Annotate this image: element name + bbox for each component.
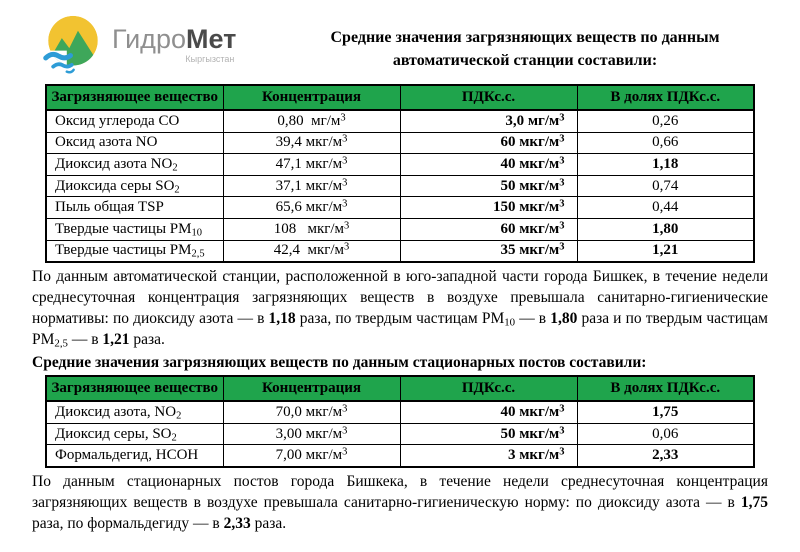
text-segment: По данным стационарных постов города Бишкека, в течение недели среднесуточная концентрация загрязняющих веществ в воздухе превышала санитарно-гигиеническую норму: по диоксиду азота — в: [32, 472, 768, 511]
text-segment: Оксид углерода CO: [55, 112, 180, 129]
table-cell: [223, 401, 400, 423]
text-segment: 40 мкг/м: [500, 155, 560, 172]
table-cell: [577, 110, 754, 132]
text-segment: 1,80: [652, 220, 679, 237]
table-cell: [223, 240, 400, 262]
auto-station-table: [45, 84, 755, 263]
table-cell: [400, 110, 577, 132]
table-cell: [577, 132, 754, 154]
table-cell: [46, 197, 223, 219]
text-segment: 3,0 мг/м: [505, 112, 560, 129]
table-row: [46, 423, 754, 445]
table-cell: [223, 197, 400, 219]
text-segment: По данным автоматической станции, расположенной в юго-западной части города Бишкек, в течение недели среднесуточная концентрация загрязняющих веществ в воздухе превышала санитарно-гигиенические нормативы: по диоксиду азота — в: [32, 268, 768, 328]
column-header: ПДКс.с.: [400, 376, 577, 401]
text-segment: 3: [342, 424, 348, 436]
text-segment: 50 мкг/м: [500, 177, 560, 194]
text-segment: 3: [342, 176, 348, 188]
brand-subtitle: Кыргызстан: [185, 54, 235, 64]
text-segment: — в: [67, 331, 103, 349]
table-cell: [46, 240, 223, 262]
column-header: В долях ПДКс.с.: [577, 376, 754, 401]
table-cell: [46, 175, 223, 197]
table-header-row: [46, 85, 754, 110]
auto-station-summary: [32, 266, 768, 350]
text-segment: 7,00 мкг/м: [275, 447, 343, 464]
stationary-posts-summary: [32, 471, 768, 534]
table-cell: [577, 240, 754, 262]
text-segment: раза.: [250, 514, 287, 532]
text-segment: 3: [342, 403, 348, 415]
brand-name-regular: Гидро: [112, 24, 186, 54]
text-segment: Твердые частицы PM: [55, 220, 192, 237]
text-segment: 3: [559, 241, 565, 253]
text-segment: 3: [559, 176, 565, 188]
table-cell: [46, 132, 223, 154]
table-cell: [46, 445, 223, 467]
text-segment: 3: [559, 403, 565, 415]
text-segment: раза.: [129, 331, 165, 349]
column-header: ПДКс.с.: [400, 85, 577, 110]
text-segment: Формальдегид, HCOH: [55, 447, 199, 464]
text-segment: 0,74: [652, 177, 679, 194]
text-segment: 3: [559, 446, 565, 458]
table-cell: [223, 218, 400, 240]
text-segment: 3: [559, 198, 565, 210]
column-header: Загрязняющее вещество: [46, 376, 223, 401]
hydromet-logo: [30, 12, 280, 78]
text-segment: 70,0 мкг/м: [275, 403, 343, 420]
table-row: [46, 401, 754, 423]
text-segment: 2: [176, 410, 182, 422]
text-segment: 35 мкг/м: [500, 242, 560, 259]
text-segment: 3: [559, 424, 565, 436]
text-segment: раза, по формальдегиду — в: [32, 514, 224, 532]
text-segment: 0,44: [652, 199, 679, 216]
text-segment: 2,5: [54, 337, 68, 350]
table-cell: [400, 218, 577, 240]
table-cell: [577, 401, 754, 423]
table-row: [46, 110, 754, 132]
report-header: [30, 12, 770, 82]
text-segment: 3 мкг/м: [507, 447, 560, 464]
text-segment: 3: [342, 198, 348, 210]
text-segment: 3: [340, 112, 346, 124]
text-segment: 1,18: [652, 155, 679, 172]
text-segment: 3: [342, 133, 348, 145]
column-header: Концентрация: [223, 376, 400, 401]
text-segment: 0,80 мг/м: [277, 112, 341, 129]
column-header: В долях ПДКс.с.: [577, 85, 754, 110]
text-segment: 1,18: [268, 310, 296, 328]
text-segment: 2,33: [223, 514, 251, 532]
text-segment: 1,75: [652, 403, 679, 420]
text-segment: 1,75: [740, 493, 768, 511]
text-segment: 42,4 мкг/м: [273, 242, 345, 259]
table-cell: [400, 240, 577, 262]
text-segment: Диоксид азота NO: [55, 155, 173, 172]
text-segment: 60 мкг/м: [500, 134, 560, 151]
hydromet-logo-text: [112, 26, 236, 64]
text-segment: 3: [559, 112, 565, 124]
text-segment: 3: [342, 446, 348, 458]
stationary-posts-table: [45, 375, 755, 468]
table-cell: [400, 132, 577, 154]
text-segment: 108 мкг/м: [273, 220, 345, 237]
text-segment: 3: [344, 220, 350, 232]
text-segment: Твердые частицы PM: [55, 242, 192, 259]
text-segment: Диоксид серы, SO: [55, 425, 172, 442]
doc-title-line1: Средние значения загрязняющих веществ по данным: [330, 29, 720, 46]
table-cell: [400, 423, 577, 445]
table-cell: [577, 175, 754, 197]
stationary-posts-heading: Средние значения загрязняющих веществ по данным стационарных постов составили:: [32, 354, 647, 372]
table-cell: [46, 401, 223, 423]
text-segment: 150 мкг/м: [492, 199, 560, 216]
table-cell: [400, 197, 577, 219]
table-cell: [577, 197, 754, 219]
table-cell: [223, 423, 400, 445]
text-segment: Диоксида серы SO: [55, 177, 175, 194]
table-cell: [400, 175, 577, 197]
text-segment: 1,21: [652, 242, 679, 259]
table-cell: [46, 154, 223, 176]
table-row: [46, 175, 754, 197]
text-segment: 39,4 мкг/м: [275, 134, 343, 151]
table-cell: [577, 445, 754, 467]
brand-name-bold: Мет: [185, 24, 237, 54]
table-cell: [400, 401, 577, 423]
text-segment: раза и по твердым частицам PM: [32, 310, 768, 349]
table-row: [46, 132, 754, 154]
text-segment: — в: [515, 310, 551, 328]
table-row: [46, 197, 754, 219]
text-segment: 40 мкг/м: [500, 403, 560, 420]
text-segment: 60 мкг/м: [500, 220, 560, 237]
doc-title: [280, 12, 770, 72]
text-segment: 1,80: [550, 310, 578, 328]
table-header-row: [46, 376, 754, 401]
table-row: [46, 218, 754, 240]
text-segment: 47,1 мкг/м: [275, 155, 343, 172]
text-segment: Диоксид азота, NO: [55, 403, 177, 420]
text-segment: раза, по твердым частицам PM: [295, 310, 505, 328]
table-cell: [577, 154, 754, 176]
text-segment: 3: [342, 155, 348, 167]
text-segment: 1,21: [102, 331, 130, 349]
table-cell: [223, 154, 400, 176]
text-segment: 65,6 мкг/м: [275, 199, 343, 216]
table-cell: [400, 154, 577, 176]
text-segment: 2: [174, 184, 180, 196]
text-segment: Пыль общая TSP: [55, 199, 164, 216]
text-segment: 3: [344, 241, 350, 253]
table-cell: [46, 423, 223, 445]
text-segment: 0,66: [652, 134, 679, 151]
text-segment: 10: [504, 316, 516, 329]
text-segment: 3: [559, 155, 565, 167]
text-segment: 50 мкг/м: [500, 425, 560, 442]
table-cell: [223, 445, 400, 467]
table-row: [46, 445, 754, 467]
table-row: [46, 240, 754, 262]
text-segment: 37,1 мкг/м: [275, 177, 343, 194]
text-segment: 2: [172, 162, 178, 174]
table-cell: [577, 218, 754, 240]
text-segment: 3: [559, 133, 565, 145]
text-segment: 3,00 мкг/м: [275, 425, 343, 442]
column-header: Загрязняющее вещество: [46, 85, 223, 110]
text-segment: 10: [191, 227, 202, 239]
table-cell: [223, 110, 400, 132]
column-header: Концентрация: [223, 85, 400, 110]
text-segment: 2: [171, 432, 177, 444]
text-segment: 0,26: [652, 112, 679, 129]
table-cell: [400, 445, 577, 467]
table-cell: [46, 218, 223, 240]
table-row: [46, 154, 754, 176]
table-cell: [223, 175, 400, 197]
table-cell: [46, 110, 223, 132]
text-segment: 3: [559, 220, 565, 232]
table-cell: [223, 132, 400, 154]
hydromet-logo-icon: [42, 12, 104, 78]
text-segment: Оксид азота NO: [55, 134, 158, 151]
text-segment: 2,5: [191, 248, 205, 260]
text-segment: 2,33: [652, 447, 679, 464]
table-cell: [577, 423, 754, 445]
doc-title-line2: автоматической станции составили:: [392, 52, 658, 69]
text-segment: 0,06: [652, 425, 679, 442]
